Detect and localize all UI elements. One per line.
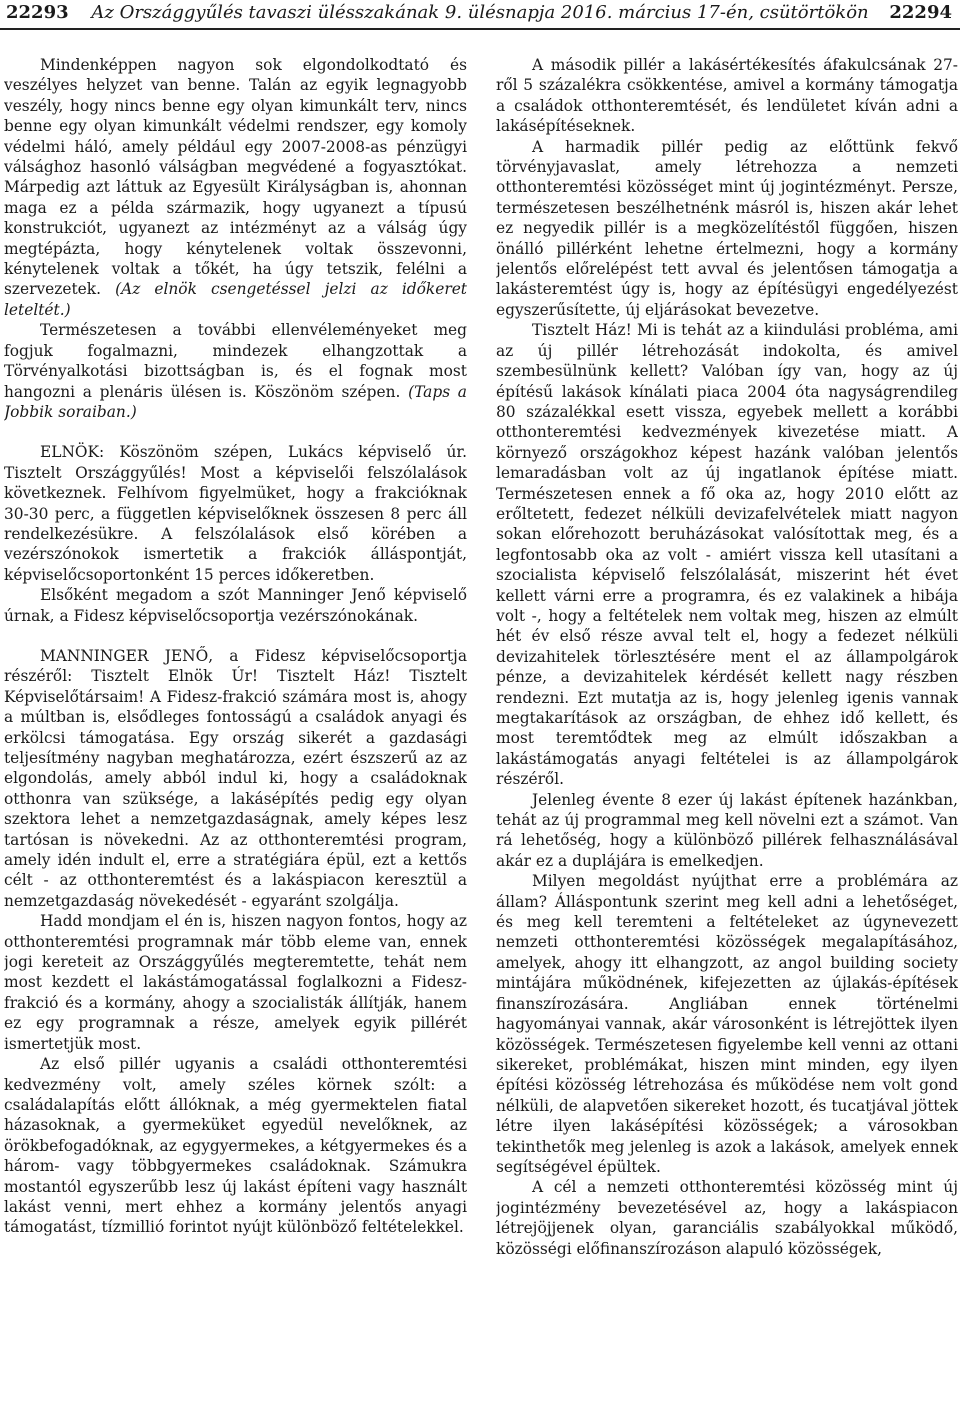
- header-rule: [0, 28, 960, 30]
- paragraph: A harmadik pillér pedig az előttünk fekvő törvényjavaslat, amely létrehozza a nemzeti otthonteremtési közösséget mint új jogintézményt. Persze, természetesen beszélhetnénk másról is, hiszen akár lehet ez negyedik pillér is a megközelítéstől függően, hiszen önálló pillérként lehetne értelmezni, hogy a kormány jelentős előrelépést tett avval és jelentősen támogatja a lakásteremtést úgy is, hogy az építésügyi engedélyezést egyszerűsítette, új eljárásokat bevezetve.: [496, 137, 958, 319]
- paragraph-text: Természetesen a további ellenvéleményeket meg fogjuk fogalmazni, mindezek elhangzottak a Törvényalkotási bizottságban is, és el fognak most hangozni a plenáris ülésen is. Köszönöm szépen.: [4, 321, 467, 401]
- paragraph: [4, 55, 467, 320]
- left-column: [4, 55, 467, 1415]
- paragraph: Tisztelt Ház! Mi is tehát az a kiindulási probléma, ami az új pillér létrehozását indokolta, és amivel szembesülnünk kellett? Valóban így van, hogy az új építésű lakások kínálati piaca 2004 óta nagyságrendileg 80 százalékkal esett vissza, egyebek mellett a korábbi otthonteremtési kedvezmények kivezetése miatt. A környező országokhoz képest hazánk valóban jelentős lemaradásban volt az új ingatlanok építése miatt. Természetesen ennek a fő oka az, hogy 2010 előtt az erőltetett, fedezet nélküli devizafelvételek miatt nagyon sokan előrehozott beruházásokat valósítottak meg, és a legfontosabb oka az volt - amiért vissza kell utasítani a szocialista képviselő felszólalását, miszerint hét évet kellett várni erre a programra, és ez valakinek a hibája volt -, hogy a feltételek nem voltak meg, hiszen az elmúlt hét év első része avval telt el, hogy a fedezet nélküli devizahitelek törlesztésére ment el az állampolgárok pénze, a devizahitelek kérdését kellett nagy részben rendezni. Ezt mutatja az is, hogy jelenleg igenis vannak megtakarítások az országban, de ehhez idő kellett, és most teremtődtek meg az elmúlt időszakban a lakástámogatás anyagi feltételei is az állampolgárok részéről.: [496, 321, 958, 789]
- stage-direction: (Taps a Jobbik soraiban.): [4, 382, 467, 421]
- paragraph: Jelenleg évente 8 ezer új lakást építenek hazánkban, tehát az új programmal meg kell növelni ezt a számot. Van rá lehetőség, hogy a különböző pillérek felhasználásával akár ez a duplájára is emelkedjen.: [496, 790, 958, 870]
- stage-direction: (Az elnök csengetéssel jelzi az időkeret leteltét.): [4, 280, 467, 319]
- paragraph: Elsőként megadom a szót Manninger Jenő képviselő úrnak, a Fidesz képviselőcsoportja vezérszónokának.: [4, 586, 467, 625]
- page-header: [0, 0, 960, 30]
- paragraph: A második pillér a lakásértékesítés áfakulcsának 27-ről 5 százalékra csökkentése, amivel a kormány támogatja a családok otthonteremtését, és lendületet kíván adni a lakásépítéseknek.: [496, 56, 958, 136]
- paragraph: Hadd mondjam el én is, hiszen nagyon fontos, hogy az otthonteremtési programnak már több eleme van, ennek jogi kereteit az Országgyűlés megteremtette, tehát nem most kezdett el lakástámogatással foglalkozni a Fidesz-frakció és a kormány, ahogy a szocialisták állítják, hanem ez egy programnak a része, amelyek egyik pillérét ismertetjük most.: [4, 912, 467, 1053]
- page-number-left: 22293: [6, 2, 69, 23]
- paragraph: MANNINGER JENŐ, a Fidesz képviselőcsoportja részéről: Tisztelt Elnök Úr! Tisztelt Ház! Tisztelt Képviselőtársaim! A Fidesz-frakció számára most is, ahogy a múltban is, elsődleges fontosságú a családok anyagi és erkölcsi támogatása. Egy ország sikerét a gazdasági teljesítmény nagyban meghatározza, ezért észszerű az az elgondolás, amely abból indul ki, hogy a családoknak otthonra van szüksége, a lakásépítés pedig egy olyan szektora lehet a nemzetgazdaságnak, amely képes lesz tartósan is növekedni. Az az otthonteremtési program, amely idén indult el, erre a stratégiára épül, ezt a kettős célt - az otthonteremtést és a lakáspiacon keresztül a nemzetgazdaság növekedését - egyaránt szolgálja.: [4, 646, 467, 910]
- paragraph: ELNÖK: Köszönöm szépen, Lukács képviselő úr. Tisztelt Országgyűlés! Most a képviselői felszólalások következnek. Felhívom figyelmüket, hogy a frakcióknak 30-30 perc, a független képviselőknek összesen 8 perc áll rendelkezésükre. A felszólalások első körében a vezérszónokok ismertetik a frakciók álláspontját, képviselőcsoportonként 15 perces időkeretben.: [4, 443, 467, 584]
- paragraph-text: Mindenképpen nagyon sok elgondolkodtató és veszélyes helyzet van benne. Talán az egyik legnagyobb veszély, hogy nincs benne egy olyan kimunkált terv, nincs benne egy olyan kimunkált védelmi rendszer, egy komoly védelmi háló, amely például egy 2007-2008-as pénzügyi válsághoz hasonló válságban megvédené a fogyasztókat. Márpedig azt láttuk az Egyesült Királyságban is, ahonnan maga ez a példa származik, hogy ugyanezt a típusú konstrukciót, ugyanezt az intézményt az a válság úgy megtépázta, hogy kénytelenek voltak összevonni, kénytelenek voltak a tőkét, ha úgy tetszik, felélni a szervezetek.: [4, 56, 467, 299]
- paragraph: A cél a nemzeti otthonteremtési közösség mint új jogintézmény bevezetésével az, hogy a lakáspiacon létrejöjjenek olyan, garanciális szabályokkal működő, közösségi előfinanszírozáson alapuló közösségek,: [496, 1178, 958, 1258]
- page-number-right: 22294: [889, 2, 952, 23]
- paragraph: Az első pillér ugyanis a családi otthonteremtési kedvezmény volt, amely széles körnek szólt: a családalapítás előtt állóknak, a még gyermektelen fiatal házasoknak, a gyermeküket egyedül nevelőknek, az örökbefogadóknak, az egygyermekes, a kétgyermekes és a három- vagy többgyermekes családoknak. Számukra mostantól egyszerűbb lesz új lakást építeni vagy használt lakást venni, mert ehhez a kormány jelentős anyagi támogatást, tízmillió forintot nyújt különböző feltételekkel.: [4, 1055, 467, 1237]
- right-column: [496, 55, 958, 1415]
- paragraph: [4, 320, 467, 422]
- running-title: Az Országgyűlés tavaszi ülésszakának 9. ülésnapja 2016. március 17-én, csütörtökön: [91, 2, 869, 23]
- paragraph: Milyen megoldást nyújthat erre a problémára az állam? Álláspontunk szerint meg kell adni a lehetőséget, és meg kell teremteni a feltételeket az úgynevezett nemzeti otthonteremtési közösségek megalapításához, amelyek, ahogy itt elhangzott, az angol building society mintájára működnének, kifejezetten az újlakás-építések finanszírozására. Angliában ennek történelmi hagyományai vannak, akár városonként is létrejöttek ilyen közösségek. Természetesen figyelembe kell venni az ottani sikereket, problémákat, hiszen mint minden, egy ilyen építési közösség létrehozása és működése nem volt gond nélküli, de alapvetően sikereket hozott, és tucatjával jöttek létre ilyen lakásépítési közösségek; a városokban tekinthetők meg jelenleg is azok a lakások, amelyek ennek segítségével épültek.: [496, 872, 958, 1176]
